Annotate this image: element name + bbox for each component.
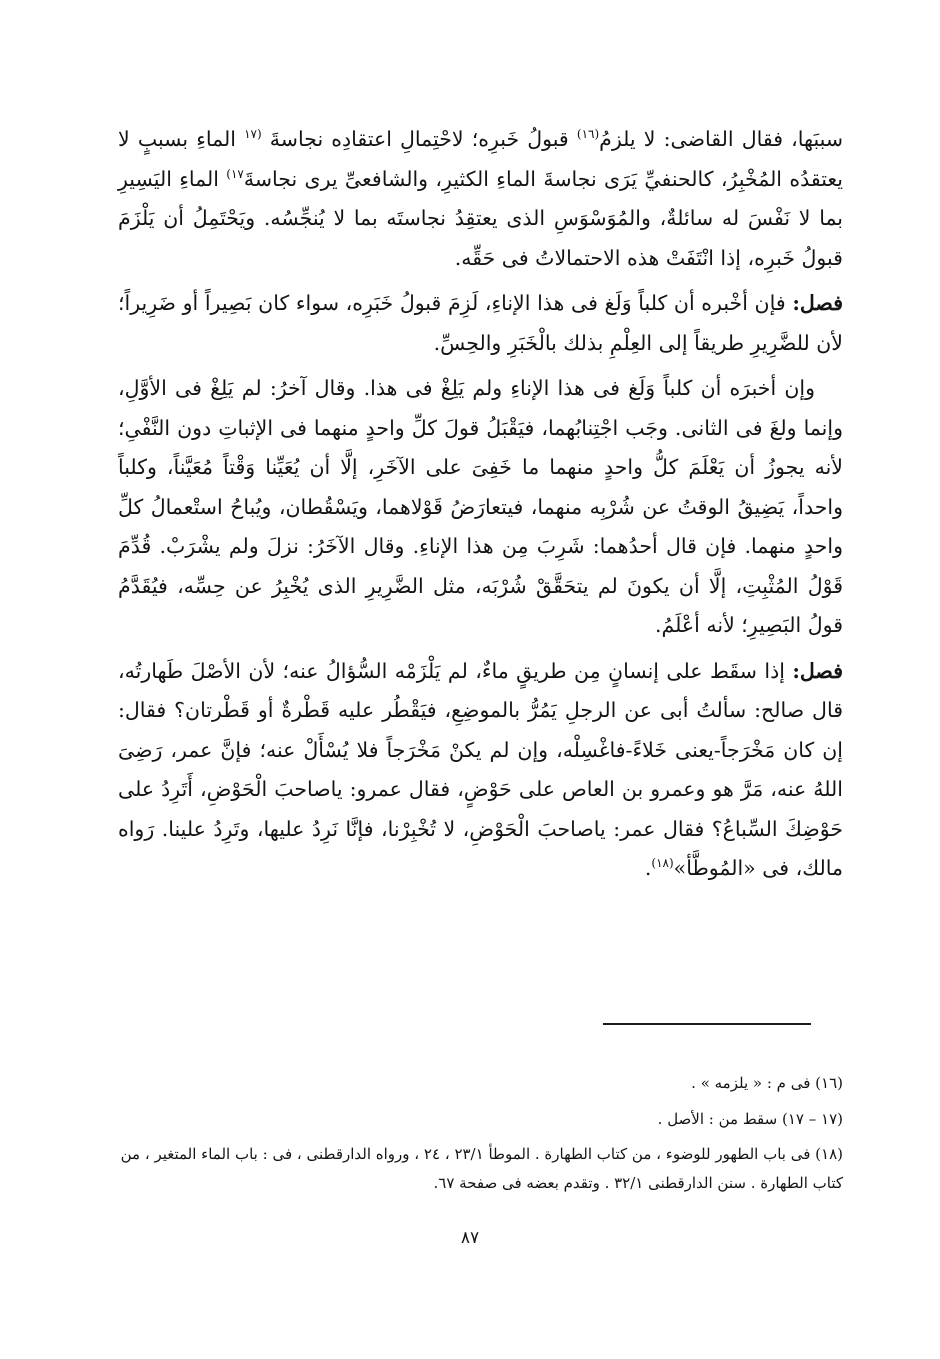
footnote-ref-16: (١٦) bbox=[576, 127, 600, 142]
paragraph-4 bbox=[118, 652, 843, 889]
footnote-divider bbox=[603, 1023, 811, 1025]
main-text bbox=[118, 120, 843, 895]
paragraph-4-end: . bbox=[644, 856, 652, 880]
paragraph-1-text-d: الماءِ اليَسِيرِ بما لا نَفْسَ له سائلةٌ، والمُوَسْوَسِ الذى يعتقِدُ نجاستَه بما لا يُنجِّسُه. ويَحْتَمِلُ أن يَلْزَمَ قبولُ خَبرِه، إذا انْتَفَتْ هذه الاحتمالاتُ فى حَقِّه. bbox=[118, 166, 843, 270]
footnote-16: (١٦) فى م : « يلزمه » . bbox=[691, 1074, 843, 1092]
page-number: ٨٧ bbox=[460, 1228, 480, 1248]
paragraph-4-text: إذا سقَط على إنسانٍ مِن طريقٍ ماءٌ، لم يَلْزَمْه السُّؤالُ عنه؛ لأن الأصْلَ طَهارتُه، قال صالح: سألتُ أبى عن الرجلِ يَمُرُّ بالموضِعِ، فيَقْطُر عليه قَطْرةٌ أو قَطْرتان؟ فقال: إن كان مَخْرَجاً-يعنى خَلاءً-فاغْسِلْه، وإن لم يكنْ مَخْرَجاً فلا يُسْأَلْ عنه؛ فإنَّ عمر، رَضِىَ اللهُ عنه، مَرَّ هو وعمرو بن العاص على حَوْضٍ، فقال عمرو: ياصاحبَ الْحَوْضِ، أَتَرِدُ على حَوْضِكَ السِّباعُ؟ فقال عمر: ياصاحبَ الْحَوْضِ، لا تُخْبِرْنا، فإنَّا نَرِدُ عليها، وتَرِدُ علينا. رَواه مالك، فى «المُوطَّأ» bbox=[118, 658, 843, 880]
paragraph-1 bbox=[118, 120, 843, 278]
paragraph-1-text-c: الماءِ بسببٍ لا يعتقدُه المُخْبِرُ، كالحنفيِّ يَرَى نجاسةَ الماءِ الكثيرِ، والشافعىِّ يرى نجاسةَ bbox=[118, 127, 843, 191]
paragraph-2-text: فإن أخْبره أن كلباً وَلَغ فى هذا الإناءِ، لَزِمَ قبولُ خَبَرِه، سواء كان بَصِيراً أو ضَرِيراً؛ لأن للضَّرِيرِ طريقاً إلى العِلْمِ بذلك بالْخَبَرِ والحِسِّ. bbox=[118, 291, 843, 355]
paragraph-2 bbox=[118, 284, 843, 363]
footnote-18: (١٨) فى باب الطهور للوضوء ، من كتاب الطهارة . الموطأ ٢٣/١ ، ٢٤ ، ورواه الدارقطنى ، فى : باب الماء المتغير ، من كتاب الطهارة . سنن الدارقطنى ٣٢/١ . وتقدم بعضه فى صفحة ٦٧. bbox=[120, 1145, 843, 1192]
section-heading-fasl: فصل: bbox=[792, 291, 843, 315]
footnote-ref-17-start: (١٧ bbox=[244, 127, 262, 142]
paragraph-1-text-b: قبولُ خَبرِه؛ لاحْتِمالِ اعتقادِه نجاسةَ bbox=[261, 127, 577, 151]
footnotes bbox=[118, 1068, 843, 1204]
footnote-17: (١٧ – ١٧) سقط من : الأصل . bbox=[657, 1110, 843, 1128]
paragraph-3 bbox=[118, 369, 843, 646]
footnote-ref-18: (١٨) bbox=[651, 856, 674, 871]
section-heading-fasl-2: فصل: bbox=[792, 658, 843, 683]
paragraph-1-text: سببَها، فقال القاضى: لا يلزمُ bbox=[599, 127, 843, 151]
footnote-ref-17-end: ١٧) bbox=[226, 166, 244, 181]
paragraph-3-text: وإن أخبرَه أن كلباً وَلَغ فى هذا الإناءِ ولم يَلِغْ فى هذا. وقال آخرُ: لم يَلِغْ فى الأوَّلِ، وإنما ولغَ فى الثانى. وجَب اجْتِنابُهما، فيَقْبَلُ قولَ كلِّ واحدٍ منهما فى الإثباتِ دون النَّفْىِ؛ لأنه يجوزُ أن يَعْلَمَ كلُّ واحدٍ منهما ما خَفِىَ على الآخَرِ، إلَّا أن يُعَيِّنا وَقْتاً مُعَيَّناً، وكلباً واحداً، يَضِيقُ الوقتُ عن شُرْبِه منهما، فيتعارَضُ قَوْلاهما، ويَسْقُطان، ويُباحُ استْعمالُ كلِّ واحدٍ منهما. فإن قال أحدُهما: شَرِبَ مِن هذا الإناءِ. وقال الآخَرُ: نزلَ ولم يشْرَبْ. قُدِّمَ قَوْلُ المُثْبِتِ، إلَّا أن يكونَ لم يتحَقَّقْ شُرْبَه، مثل الضَّرِيرِ الذى يُخْبِرُ عن حِسِّه، فيُقَدَّمُ قولُ البَصِيرِ؛ لأنه أعْلَمُ. bbox=[118, 376, 843, 637]
